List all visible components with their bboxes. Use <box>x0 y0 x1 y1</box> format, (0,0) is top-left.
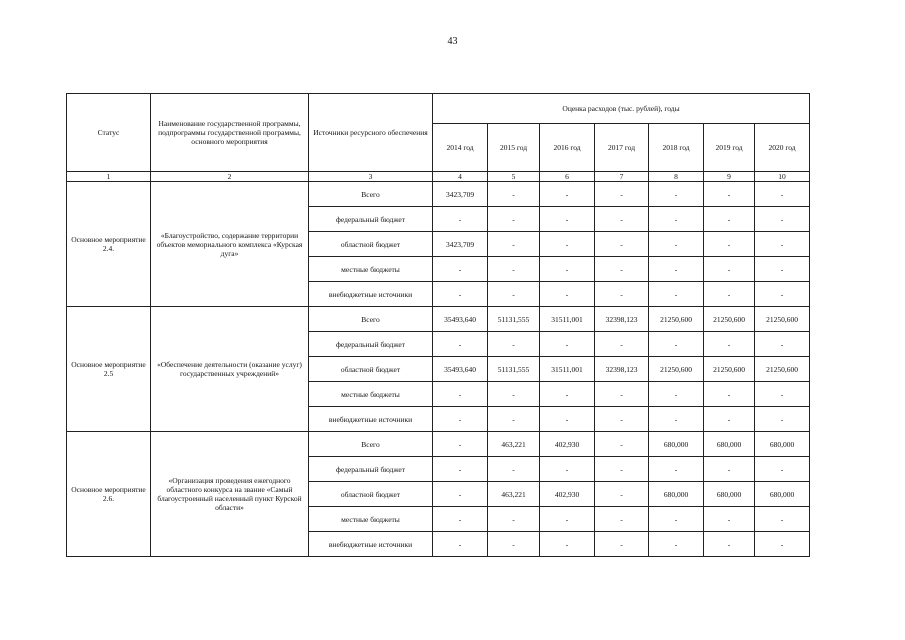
expense-value: - <box>755 232 810 257</box>
expense-value: - <box>595 382 649 407</box>
expense-value: 21250,600 <box>649 357 704 382</box>
column-number: 10 <box>755 172 810 182</box>
header-year: 2016 год <box>540 124 595 172</box>
expense-value: - <box>704 232 755 257</box>
expense-value: - <box>755 257 810 282</box>
expense-value: 3423,709 <box>433 182 488 207</box>
expense-value: 35493,640 <box>433 307 488 332</box>
expense-value: 21250,600 <box>704 307 755 332</box>
expense-value: - <box>433 382 488 407</box>
header-year: 2018 год <box>649 124 704 172</box>
expense-value: 402,930 <box>540 432 595 457</box>
expense-value: 680,000 <box>704 482 755 507</box>
expense-value: - <box>488 332 540 357</box>
expense-value: 680,000 <box>649 482 704 507</box>
page-number: 43 <box>447 36 458 47</box>
expense-value: - <box>704 332 755 357</box>
expense-value: - <box>595 532 649 557</box>
table-row <box>67 182 810 207</box>
expense-value: - <box>595 332 649 357</box>
expense-value: 51131,555 <box>488 307 540 332</box>
expense-value: 21250,600 <box>755 357 810 382</box>
expense-value: - <box>649 282 704 307</box>
expense-value: - <box>649 382 704 407</box>
expense-value: - <box>540 207 595 232</box>
header-name: Наименование государственной программы, подпрограммы государственной программы, основного мероприятия <box>151 94 309 172</box>
expense-value: 21250,600 <box>649 307 704 332</box>
expense-value: 680,000 <box>755 482 810 507</box>
header-year: 2015 год <box>488 124 540 172</box>
expense-value: - <box>433 507 488 532</box>
expense-value: - <box>704 382 755 407</box>
expense-value: - <box>704 207 755 232</box>
header-year: 2019 год <box>704 124 755 172</box>
expense-value: 51131,555 <box>488 357 540 382</box>
expense-value: - <box>488 282 540 307</box>
expense-value: - <box>433 407 488 432</box>
funding-source: внебюджетные источники <box>309 282 433 307</box>
activity-name: «Организация проведения ежегодного областного конкурса на звание «Самый благоустроенный населенный пункт Курской области» <box>151 432 309 557</box>
expense-value: - <box>704 407 755 432</box>
expense-value: 3423,709 <box>433 232 488 257</box>
column-number: 1 <box>67 172 151 182</box>
expense-value: 31511,001 <box>540 307 595 332</box>
expense-value: - <box>649 232 704 257</box>
column-number: 7 <box>595 172 649 182</box>
column-number: 5 <box>488 172 540 182</box>
expense-value: - <box>649 532 704 557</box>
funding-source: Всего <box>309 182 433 207</box>
expense-value: - <box>540 382 595 407</box>
expense-value: 31511,001 <box>540 357 595 382</box>
column-number: 9 <box>704 172 755 182</box>
funding-source: областной бюджет <box>309 482 433 507</box>
expense-value: - <box>433 532 488 557</box>
expense-value: - <box>433 432 488 457</box>
expense-value: - <box>433 332 488 357</box>
expense-value: - <box>755 532 810 557</box>
expense-value: 680,000 <box>704 432 755 457</box>
expense-value: - <box>540 182 595 207</box>
budget-table <box>66 93 810 557</box>
expense-value: - <box>649 407 704 432</box>
expense-value: - <box>540 407 595 432</box>
expense-value: - <box>540 257 595 282</box>
expense-value: - <box>649 457 704 482</box>
column-number: 8 <box>649 172 704 182</box>
funding-source: местные бюджеты <box>309 507 433 532</box>
expense-value: - <box>433 282 488 307</box>
funding-source: федеральный бюджет <box>309 457 433 482</box>
table-body <box>67 182 810 557</box>
expense-value: - <box>595 507 649 532</box>
expense-value: 32398,123 <box>595 357 649 382</box>
expense-value: - <box>595 482 649 507</box>
expense-value: 463,221 <box>488 482 540 507</box>
expense-value: 32398,123 <box>595 307 649 332</box>
column-number: 2 <box>151 172 309 182</box>
expense-value: - <box>540 507 595 532</box>
funding-source: Всего <box>309 432 433 457</box>
header-sources: Источники ресурсного обеспечения <box>309 94 433 172</box>
expense-value: - <box>433 207 488 232</box>
expense-value: - <box>540 232 595 257</box>
expense-value: - <box>755 207 810 232</box>
header-year: 2017 год <box>595 124 649 172</box>
column-number: 3 <box>309 172 433 182</box>
expense-value: 680,000 <box>755 432 810 457</box>
activity-name: «Благоустройство, содержание территории объектов мемориального комплекса «Курская дуга» <box>151 182 309 307</box>
expense-value: - <box>595 282 649 307</box>
header-year: 2014 год <box>433 124 488 172</box>
funding-source: областной бюджет <box>309 357 433 382</box>
expense-value: - <box>433 482 488 507</box>
expense-value: - <box>755 182 810 207</box>
expense-value: 21250,600 <box>755 307 810 332</box>
expense-value: - <box>488 407 540 432</box>
expense-value: 21250,600 <box>704 357 755 382</box>
expense-value: - <box>433 457 488 482</box>
funding-source: местные бюджеты <box>309 382 433 407</box>
table-row <box>67 307 810 332</box>
funding-source: федеральный бюджет <box>309 207 433 232</box>
expense-value: - <box>595 407 649 432</box>
activity-status: Основное мероприятие 2.5 <box>67 307 151 432</box>
expense-value: - <box>433 257 488 282</box>
funding-source: областной бюджет <box>309 232 433 257</box>
expense-value: 35493,640 <box>433 357 488 382</box>
funding-source: местные бюджеты <box>309 257 433 282</box>
expense-value: - <box>595 432 649 457</box>
column-number: 6 <box>540 172 595 182</box>
expense-value: - <box>755 457 810 482</box>
header-estimate: Оценка расходов (тыс. рублей), годы <box>433 94 810 124</box>
expense-value: - <box>704 257 755 282</box>
expense-value: - <box>488 457 540 482</box>
expense-value: - <box>755 507 810 532</box>
funding-source: внебюджетные источники <box>309 407 433 432</box>
expense-value: - <box>704 507 755 532</box>
expense-value: - <box>488 257 540 282</box>
expense-value: - <box>595 457 649 482</box>
expense-value: - <box>755 282 810 307</box>
expense-value: - <box>595 207 649 232</box>
expense-value: - <box>488 232 540 257</box>
expense-value: - <box>595 182 649 207</box>
column-number: 4 <box>433 172 488 182</box>
expense-value: - <box>649 207 704 232</box>
expense-value: - <box>488 532 540 557</box>
expense-value: - <box>704 532 755 557</box>
expense-value: - <box>540 532 595 557</box>
expense-value: - <box>488 207 540 232</box>
activity-status: Основное мероприятие 2.6. <box>67 432 151 557</box>
expense-value: - <box>649 182 704 207</box>
expense-value: - <box>488 382 540 407</box>
header-status: Статус <box>67 94 151 172</box>
activity-name: «Обеспечение деятельности (оказание услуг) государственных учреждений» <box>151 307 309 432</box>
funding-source: внебюджетные источники <box>309 532 433 557</box>
expense-value: - <box>540 332 595 357</box>
funding-source: федеральный бюджет <box>309 332 433 357</box>
expense-value: 680,000 <box>649 432 704 457</box>
expense-value: - <box>488 182 540 207</box>
expense-value: - <box>704 282 755 307</box>
expense-value: - <box>595 232 649 257</box>
expense-value: 402,930 <box>540 482 595 507</box>
expense-value: - <box>704 182 755 207</box>
expense-value: - <box>755 332 810 357</box>
expense-value: - <box>649 257 704 282</box>
expense-value: - <box>649 507 704 532</box>
expense-value: - <box>488 507 540 532</box>
expense-value: 463,221 <box>488 432 540 457</box>
funding-source: Всего <box>309 307 433 332</box>
expense-value: - <box>755 382 810 407</box>
expense-value: - <box>704 457 755 482</box>
expense-value: - <box>755 407 810 432</box>
expense-value: - <box>540 282 595 307</box>
expense-value: - <box>540 457 595 482</box>
table-row <box>67 432 810 457</box>
activity-status: Основное мероприятие 2.4. <box>67 182 151 307</box>
expense-value: - <box>649 332 704 357</box>
expense-value: - <box>595 257 649 282</box>
header-year: 2020 год <box>755 124 810 172</box>
